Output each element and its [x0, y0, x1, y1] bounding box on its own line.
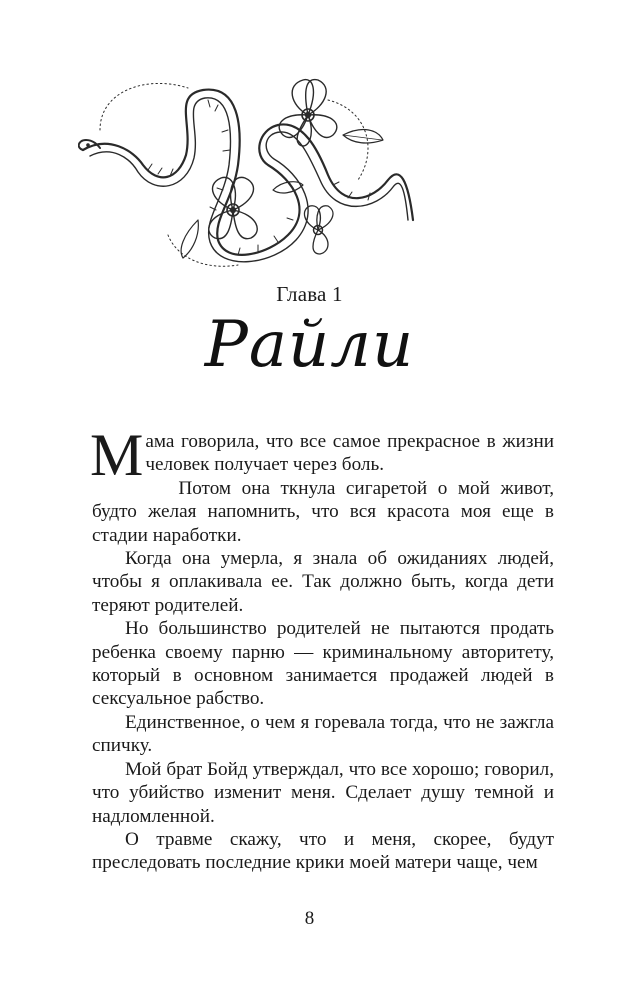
snake-flower-ornament-icon [78, 70, 418, 275]
paragraph-7: О травме скажу, что и меня, скорее, будут преследовать последние крики моей матери чаще, чем [92, 828, 554, 874]
chapter-body [90, 422, 554, 875]
paragraph-4: Но большинство родителей не пытаются продать ребенка своему парню — криминальному авторитету, который в основном занимается продажей людей в сексуальное рабство. [92, 618, 554, 710]
chapter-label: Глава 1 [276, 282, 343, 306]
paragraph-5: Единственное, о чем я горевала тогда, что не зажгла спичку. [92, 711, 554, 757]
paragraph-1 [90, 422, 554, 488]
paragraph-6: Мой брат Бойд утверждал, что все хорошо; говорил, что убийство изменит меня. Сделает душу темной и надломленной. [92, 758, 554, 827]
paragraph-2: Потом она ткнула сигаретой о мой живот, будто желая напомнить, что вся красота моя еще в стадии наработки. [92, 477, 554, 546]
chapter-title: Райли [204, 308, 415, 382]
paragraph-3: Когда она умерла, я знала об ожиданиях людей, чтобы я оплакивала ее. Так должно быть, когда дети теряют родителей. [92, 548, 554, 616]
page-number: 8 [304, 908, 315, 929]
drop-cap: М [90, 422, 144, 488]
paragraph-text: ама говорила, что все самое прекрасное в жизни человек получает через боль. [145, 431, 554, 476]
